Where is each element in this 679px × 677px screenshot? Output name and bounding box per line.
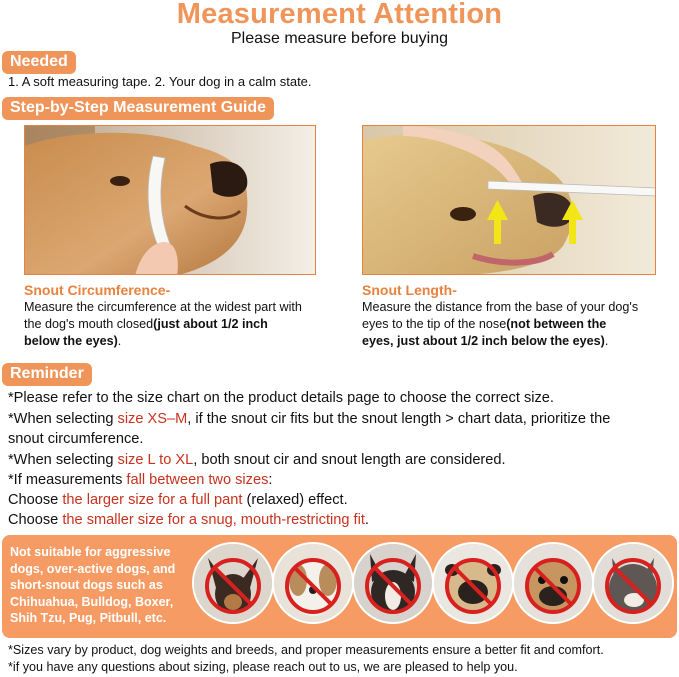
- french-bulldog-prohibited: [354, 544, 432, 622]
- chihuahua-prohibited: [194, 544, 272, 622]
- reminder-line-4-highlight: size L to XL: [117, 452, 194, 468]
- warning-line-3: short-snout dogs such as: [10, 578, 163, 592]
- shih-tzu-prohibited: [274, 544, 352, 622]
- snout-length-text: [362, 299, 672, 350]
- snout-length-text-end: .: [604, 334, 609, 348]
- warning-banner-text: [10, 544, 190, 627]
- boxer-prohibited: [514, 544, 592, 622]
- reminder-line-2: [8, 411, 610, 427]
- reminder-line-6b: (relaxed) effect.: [242, 492, 348, 508]
- dog-snout-length-illustration: [363, 126, 656, 275]
- page-title: Measurement Attention: [176, 0, 503, 30]
- reminder-line-3: snout circumference.: [8, 431, 144, 447]
- snout-circumference-text-b: the dog's mouth closed: [24, 317, 154, 331]
- warning-line-2: dogs, over-active dogs, and: [10, 561, 176, 576]
- reminder-line-2b: , if the snout cir fits but the snout length > chart data, prioritize the: [187, 411, 611, 427]
- snout-length-photo: [362, 125, 656, 275]
- pug-prohibited: [434, 544, 512, 622]
- reminder-label: Reminder: [2, 363, 92, 386]
- reminder-line-7: [8, 512, 369, 528]
- reminder-line-7-highlight: the smaller size for a snug, mouth-restricting fit: [62, 512, 365, 528]
- reminder-line-2-highlight: size XS–M: [117, 411, 188, 427]
- snout-length-title: Snout Length-: [362, 282, 457, 298]
- reminder-line-6-highlight: the larger size for a full pant: [62, 492, 243, 508]
- needed-text: 1. A soft measuring tape. 2. Your dog in a calm state.: [8, 74, 312, 89]
- reminder-line-2a: *When selecting: [8, 411, 118, 427]
- reminder-line-4a: *When selecting: [8, 452, 118, 468]
- guide-label: Step-by-Step Measurement Guide: [2, 97, 274, 120]
- snout-circumference-text-bold: (just about 1/2 inch: [153, 317, 268, 331]
- footer-note-1: *Sizes vary by product, dog weights and breeds, and proper measurements ensure a better fit and comfort.: [8, 643, 604, 657]
- snout-circumference-text: [24, 299, 324, 350]
- reminder-line-7a: Choose: [8, 512, 63, 528]
- snout-length-text-bold: (not between the: [506, 317, 607, 331]
- snout-circumference-photo: [24, 125, 316, 275]
- reminder-line-7b: .: [364, 512, 369, 528]
- reminder-line-5b: :: [268, 472, 273, 488]
- needed-label: Needed: [2, 51, 76, 74]
- reminder-line-6a: Choose: [8, 492, 63, 508]
- reminder-line-4: [8, 452, 506, 468]
- warning-line-1: Not suitable for aggressive: [10, 545, 171, 559]
- snout-circumference-text-bold2: below the eyes): [24, 334, 118, 348]
- snout-length-text-a: Measure the distance from the base of your dog's: [362, 300, 639, 314]
- warning-line-5: Shih Tzu, Pug, Pitbull, etc.: [10, 611, 167, 625]
- snout-circumference-text-a: Measure the circumference at the widest part with: [24, 300, 302, 314]
- reminder-line-1: *Please refer to the size chart on the product details page to choose the correct size.: [8, 390, 554, 406]
- snout-length-text-b: eyes to the tip of the nose: [362, 317, 507, 331]
- snout-circumference-text-end: .: [117, 334, 122, 348]
- pitbull-prohibited: [594, 544, 672, 622]
- warning-line-4: Chihuahua, Bulldog, Boxer,: [10, 594, 174, 609]
- reminder-line-5-highlight: fall between two sizes: [126, 472, 269, 488]
- reminder-line-6: [8, 492, 348, 508]
- snout-length-text-bold2: eyes, just about 1/2 inch below the eyes): [362, 334, 605, 348]
- reminder-line-4b: , both snout cir and snout length are considered.: [193, 452, 506, 468]
- snout-circumference-title: Snout Circumference-: [24, 282, 171, 298]
- footer-note-2: *if you have any questions about sizing, please reach out to us, we are pleased to help you.: [8, 660, 518, 674]
- dog-snout-circumference-illustration: [25, 126, 316, 275]
- page-subtitle: Please measure before buying: [230, 30, 449, 47]
- reminder-line-5: [8, 472, 272, 488]
- reminder-line-5a: *If measurements: [8, 472, 127, 488]
